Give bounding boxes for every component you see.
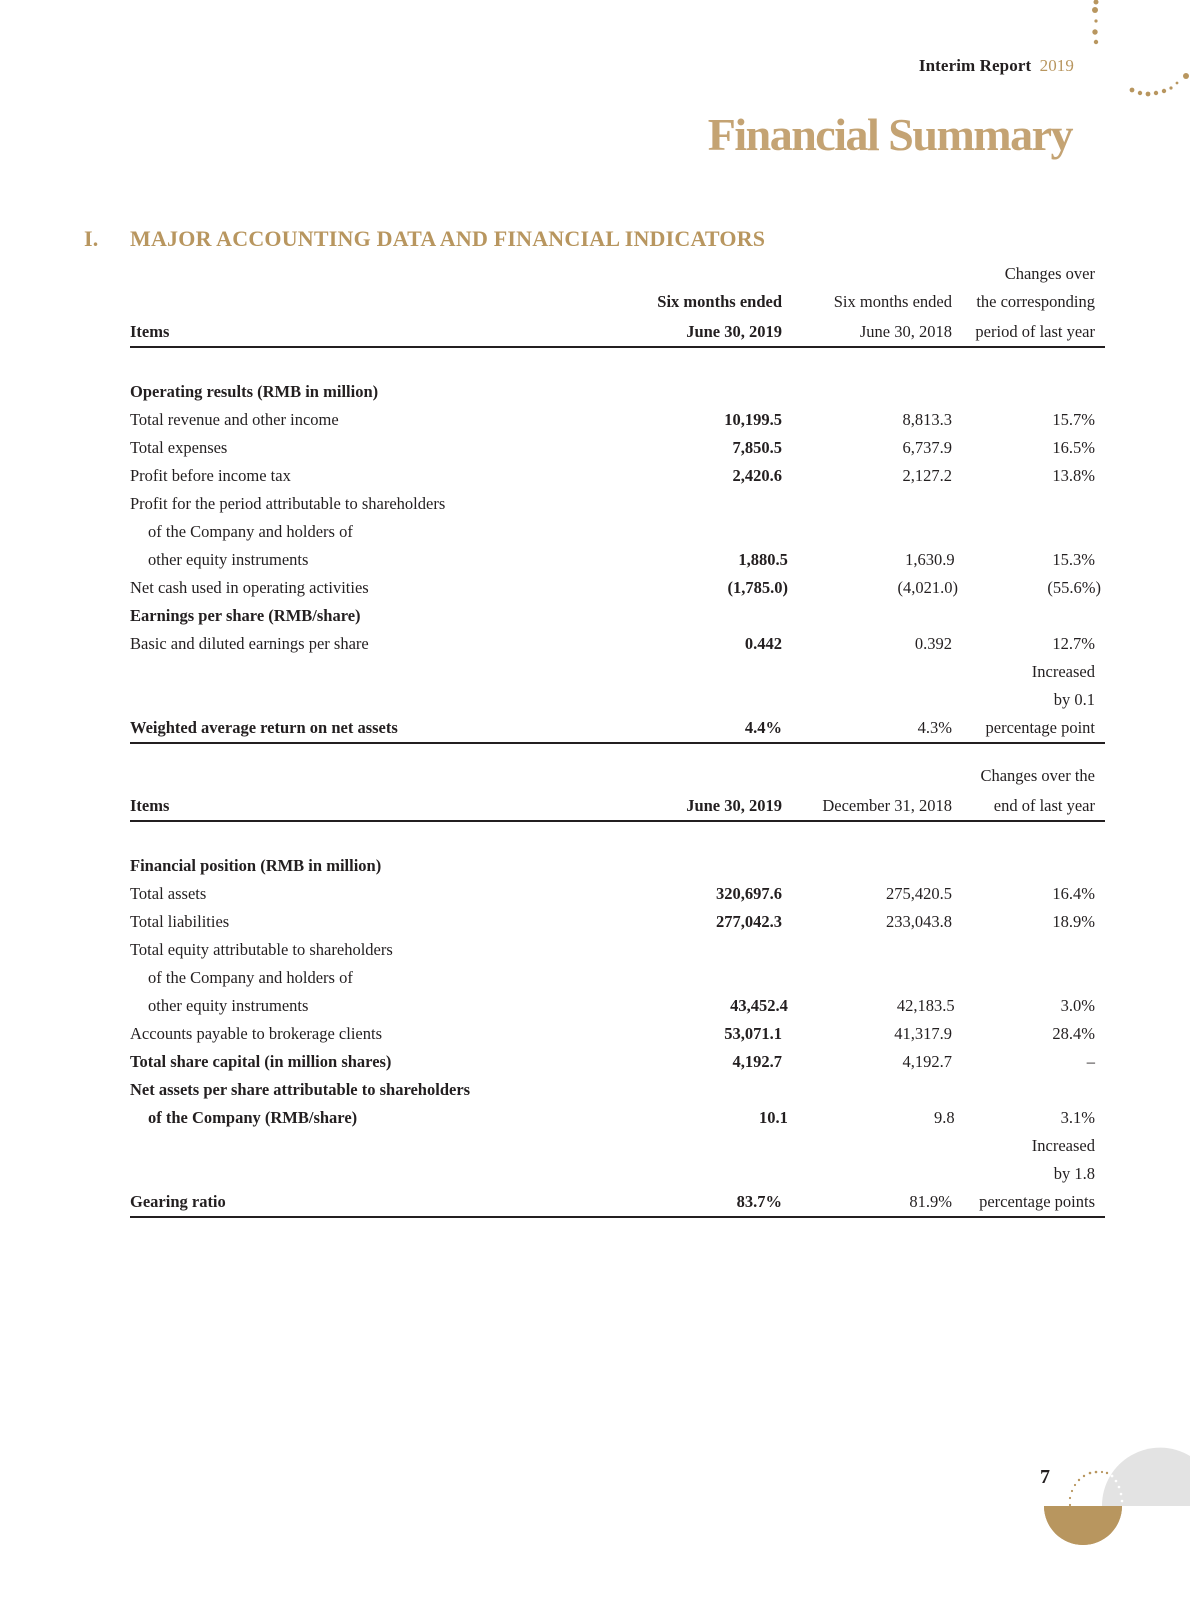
- value-jun-2019: 320,697.6: [716, 884, 782, 903]
- value-change: Increased: [1031, 1136, 1095, 1155]
- table-row: [130, 1104, 1105, 1132]
- row-label: other equity instruments: [148, 550, 309, 569]
- table-row: [130, 658, 1105, 686]
- value-2019: 7,850.5: [732, 438, 782, 457]
- operating-results-table: [130, 260, 1105, 744]
- table-row: [130, 574, 1105, 602]
- table-row: [130, 908, 1105, 936]
- financial-position-table: [130, 762, 1105, 1218]
- value-change: 12.7%: [1052, 634, 1095, 653]
- value-change: percentage points: [979, 1192, 1095, 1211]
- value-dec-2018: 42,183.5: [896, 996, 955, 1015]
- table-row: [130, 1076, 1105, 1104]
- header-col-b-line1: Six months ended: [833, 292, 952, 311]
- value-2018: 1,630.9: [905, 550, 955, 569]
- row-label: of the Company (RMB/share): [148, 1108, 358, 1127]
- value-2018: (4,021.0): [897, 578, 958, 597]
- value-change: 3.1%: [1060, 1108, 1095, 1127]
- value-change: Increased: [1031, 662, 1095, 681]
- section-number: I.: [84, 226, 99, 251]
- row-label: Gearing ratio: [130, 1192, 226, 1211]
- value-2018: 6,737.9: [902, 438, 952, 457]
- row-label: Total liabilities: [130, 912, 230, 931]
- table-row: [130, 1132, 1105, 1160]
- value-jun-2019: 53,071.1: [724, 1024, 782, 1043]
- value-2019: 10,199.5: [724, 410, 782, 429]
- header-changes-line1: Changes over the: [980, 766, 1095, 785]
- page-title: Financial Summary: [707, 109, 1072, 160]
- row-label: Financial position (RMB in million): [130, 856, 382, 875]
- table-row: [130, 378, 1105, 406]
- value-change: 13.8%: [1052, 466, 1095, 485]
- table-row: [130, 490, 1105, 518]
- row-label: other equity instruments: [148, 996, 309, 1015]
- section-heading: [84, 226, 765, 252]
- row-label: of the Company and holders of: [148, 968, 353, 987]
- table-row: [130, 936, 1105, 964]
- table-row: [130, 630, 1105, 658]
- table-row: [130, 434, 1105, 462]
- row-label: Accounts payable to brokerage clients: [130, 1024, 382, 1043]
- row-label: Net assets per share attributable to shareholders: [130, 1080, 471, 1099]
- value-jun-2019: 43,452.4: [730, 996, 788, 1015]
- table-row: [130, 546, 1105, 574]
- value-change: 15.3%: [1052, 550, 1095, 569]
- value-change: 15.7%: [1052, 410, 1095, 429]
- header-changes-line3: period of last year: [975, 322, 1095, 341]
- header-changes-line2: the corresponding: [976, 292, 1095, 311]
- value-change: 18.9%: [1052, 912, 1095, 931]
- value-dec-2018: 4,192.7: [902, 1052, 952, 1071]
- header-changes-line1: Changes over: [1004, 264, 1095, 283]
- value-2018: 8,813.3: [902, 410, 952, 429]
- header-col-a: June 30, 2019: [686, 796, 782, 815]
- value-dec-2018: 275,420.5: [886, 884, 952, 903]
- table-row: [130, 964, 1105, 992]
- value-2018: 0.392: [914, 634, 952, 653]
- table-row: [130, 686, 1105, 714]
- decorative-semicircle-icon: [1040, 1420, 1190, 1615]
- value-jun-2019: 277,042.3: [716, 912, 782, 931]
- table-row: [130, 462, 1105, 490]
- value-jun-2019: 4,192.7: [732, 1052, 782, 1071]
- value-2018: 2,127.2: [902, 466, 952, 485]
- value-change: 28.4%: [1052, 1024, 1095, 1043]
- section-title: MAJOR ACCOUNTING DATA AND FINANCIAL INDICATORS: [130, 226, 766, 251]
- report-label-text: Interim Report: [918, 56, 1032, 75]
- value-change: 3.0%: [1060, 996, 1095, 1015]
- value-2018: 4.3%: [917, 718, 952, 737]
- table-row: [130, 602, 1105, 630]
- row-label: of the Company and holders of: [148, 522, 353, 541]
- value-dec-2018: 81.9%: [909, 1192, 952, 1211]
- row-label: Total assets: [130, 884, 207, 903]
- table-row: [130, 1048, 1105, 1076]
- value-2019: 1,880.5: [738, 550, 788, 569]
- table-row: [130, 1188, 1105, 1218]
- row-label: Total revenue and other income: [130, 410, 339, 429]
- header-col-b-line2: June 30, 2018: [859, 322, 952, 341]
- value-2019: (1,785.0): [727, 578, 788, 597]
- row-label: Profit before income tax: [130, 466, 291, 485]
- page-number: 7: [1040, 1466, 1050, 1488]
- row-label: Net cash used in operating activities: [130, 578, 369, 597]
- row-label: Total share capital (in million shares): [130, 1052, 392, 1071]
- value-dec-2018: 41,317.9: [894, 1024, 952, 1043]
- value-2019: 0.442: [744, 634, 782, 653]
- value-change: by 1.8: [1053, 1164, 1095, 1183]
- header-items: Items: [130, 322, 170, 341]
- report-label: [919, 56, 1074, 76]
- table-row: [130, 1160, 1105, 1188]
- row-label: Profit for the period attributable to shareholders: [130, 494, 446, 513]
- value-change: 16.4%: [1052, 884, 1095, 903]
- value-dec-2018: 233,043.8: [886, 912, 952, 931]
- header-col-a-line1: Six months ended: [657, 292, 782, 311]
- row-label: Operating results (RMB in million): [130, 382, 379, 401]
- header-items: Items: [130, 796, 170, 815]
- row-label: Basic and diluted earnings per share: [130, 634, 369, 653]
- header-col-b: December 31, 2018: [822, 796, 952, 815]
- table-row: [130, 1020, 1105, 1048]
- value-jun-2019: 10.1: [758, 1108, 788, 1127]
- row-label: Weighted average return on net assets: [130, 718, 398, 737]
- table-row: [130, 714, 1105, 744]
- table-row: [130, 852, 1105, 880]
- table-row: [130, 518, 1105, 546]
- table-row: [130, 406, 1105, 434]
- value-change: –: [1086, 1052, 1095, 1071]
- value-change: by 0.1: [1053, 690, 1095, 709]
- row-label: Total equity attributable to shareholders: [130, 940, 393, 959]
- value-change: percentage point: [985, 718, 1095, 737]
- value-2019: 4.4%: [744, 718, 782, 737]
- value-jun-2019: 83.7%: [736, 1192, 782, 1211]
- value-change: 16.5%: [1052, 438, 1095, 457]
- value-dec-2018: 9.8: [934, 1108, 955, 1127]
- report-year: 2019: [1039, 56, 1074, 75]
- table-row: [130, 992, 1105, 1020]
- header-col-a-line2: June 30, 2019: [686, 322, 782, 341]
- row-label: Earnings per share (RMB/share): [130, 606, 361, 625]
- table-row: [130, 880, 1105, 908]
- header-changes-line2: end of last year: [993, 796, 1095, 815]
- value-change: (55.6%): [1047, 578, 1101, 597]
- row-label: Total expenses: [130, 438, 228, 457]
- value-2019: 2,420.6: [732, 466, 782, 485]
- decorative-dots-top-icon: [1030, 0, 1190, 110]
